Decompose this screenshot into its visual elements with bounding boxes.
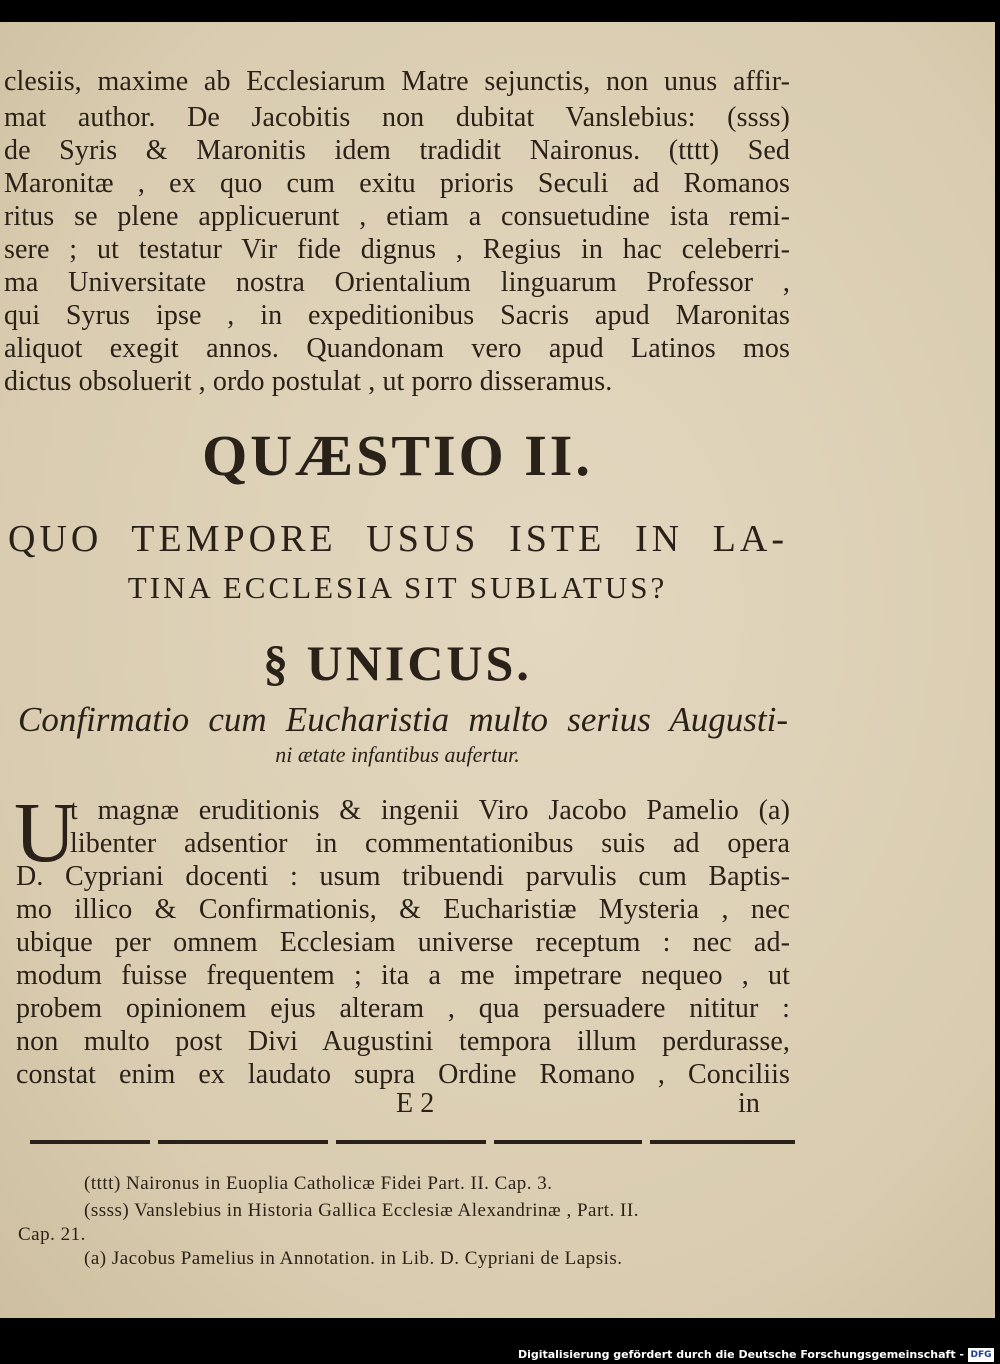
section-subtitle-line-1: Confirmatio cum Eucharistia multo serius Augusti- xyxy=(18,700,788,739)
body-line: ma Universitate nostra Orientalium linguarum Professor , xyxy=(4,267,790,298)
body-line: clesiis, maxime ab Ecclesiarum Matre sejunctis, non unus affir- xyxy=(4,66,790,97)
drop-cap: U xyxy=(14,784,77,880)
dfg-logo: DFG xyxy=(968,1348,994,1362)
digitization-credit: Digitalisierung gefördert durch die Deutsche Forschungsgemeinschaft - xyxy=(517,1348,964,1361)
paragraph-line: mo illico & Confirmationis, & Eucharistiæ Mysteria , nec xyxy=(16,894,790,925)
footnote: (a) Jacobus Pamelius in Annotation. in Lib. D. Cypriani de Lapsis. xyxy=(84,1248,623,1269)
body-line: dictus obsoluerit , ordo postulat , ut porro disseramus. xyxy=(4,366,613,397)
section-subtitle-line-2: ni ætate infantibus aufertur. xyxy=(275,742,520,767)
body-line: ritus se plene applicuerunt , etiam a consuetudine ista remi- xyxy=(4,201,790,232)
book-page xyxy=(0,22,995,1318)
body-line: de Syris & Maronitis idem tradidit Naironus. (tttt) Sed xyxy=(4,135,790,166)
signature-mark: E 2 xyxy=(396,1088,435,1119)
paragraph-line: constat enim ex laudato supra Ordine Romano , Conciliis xyxy=(16,1059,790,1090)
footnote-rule xyxy=(158,1140,328,1144)
body-line: sere ; ut testatur Vir fide dignus , Regius in hac celeberri- xyxy=(4,234,790,265)
body-line: qui Syrus ipse , in expeditionibus Sacris apud Maronitas xyxy=(4,300,790,331)
paragraph-line: t magnæ eruditionis & ingenii Viro Jacobo Pamelio (a) xyxy=(70,795,790,826)
quaestio-subtitle-line-1: QUO TEMPORE USUS ISTE IN LA- xyxy=(8,518,788,560)
footnote-rule xyxy=(494,1140,642,1144)
body-line: mat author. De Jacobitis non dubitat Vanslebius: (ssss) xyxy=(4,102,790,133)
footnote-rule xyxy=(336,1140,486,1144)
footnote: (ssss) Vanslebius in Historia Gallica Ecclesiæ Alexandrinæ , Part. II. xyxy=(84,1200,639,1221)
paragraph-line: D. Cypriani docenti : usum tribuendi parvulis cum Baptis- xyxy=(16,861,790,892)
body-line: Maronitæ , ex quo cum exitu prioris Seculi ad Romanos xyxy=(4,168,790,199)
paragraph-line: modum fuisse frequentem ; ita a me impetrare nequeo , ut xyxy=(16,960,790,991)
quaestio-title: QUÆSTIO II. xyxy=(202,423,593,488)
footnote-rule xyxy=(650,1140,795,1144)
paragraph-line: non multo post Divi Augustini tempora illum perdurasse, xyxy=(16,1026,790,1057)
footnote: Cap. 21. xyxy=(18,1224,86,1245)
paragraph-line: libenter adsentior in commentationibus suis ad opera xyxy=(70,828,790,859)
catchword: in xyxy=(738,1088,760,1119)
section-title: § UNICUS. xyxy=(263,635,532,691)
paragraph-line: probem opinionem ejus alteram , qua persuadere nititur : xyxy=(16,993,790,1024)
quaestio-subtitle-line-2: TINA ECCLESIA SIT SUBLATUS? xyxy=(127,570,668,605)
footnote: (tttt) Naironus in Euoplia Catholicæ Fidei Part. II. Cap. 3. xyxy=(84,1173,553,1194)
body-line: aliquot exegit annos. Quandonam vero apud Latinos mos xyxy=(4,333,790,364)
footnote-rule xyxy=(30,1140,150,1144)
paragraph-line: ubique per omnem Ecclesiam universe receptum : nec ad- xyxy=(16,927,790,958)
